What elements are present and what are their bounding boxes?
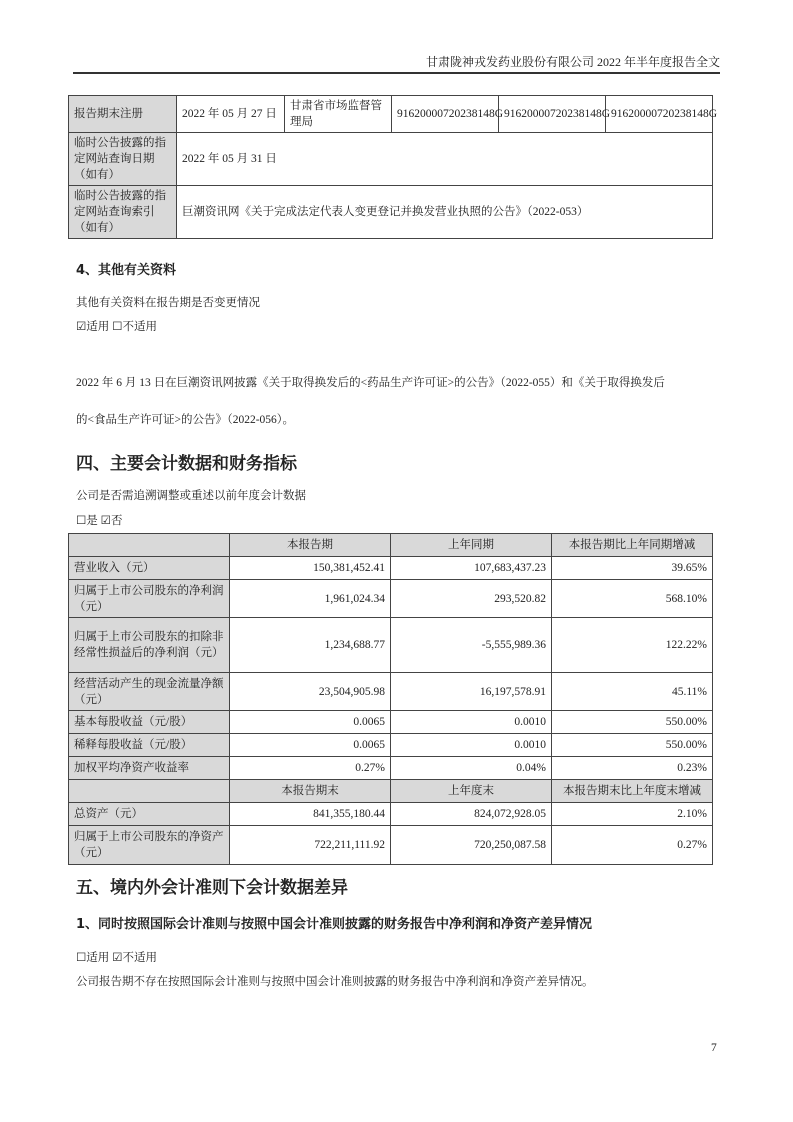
header-divider	[73, 72, 720, 74]
table-cell: 1,234,688.77	[230, 618, 391, 673]
question-text: 公司是否需追溯调整或重述以前年度会计数据	[76, 490, 306, 502]
table-cell: 临时公告披露的指定网站查询日期（如有）	[69, 133, 177, 186]
question-text: 其他有关资料在报告期是否变更情况	[76, 297, 260, 309]
table-cell: 722,211,111.92	[230, 826, 391, 865]
table-cell: 经营活动产生的现金流量净额（元）	[69, 673, 230, 711]
section-title: 五、境内外会计准则下会计数据差异	[76, 878, 348, 898]
applicability-checkboxes: ☑适用 ☐不适用	[76, 321, 157, 333]
table-cell: 122.22%	[552, 618, 713, 673]
table-header-row	[69, 780, 713, 803]
table-cell: 45.11%	[552, 673, 713, 711]
table-cell: 23,504,905.98	[230, 673, 391, 711]
table-cell: 107,683,437.23	[391, 557, 552, 580]
table-cell: 0.23%	[552, 757, 713, 780]
table-cell: 91620000720238148G	[392, 96, 499, 133]
table-cell: 2022 年 05 月 31 日	[177, 133, 713, 186]
paragraph: 公司报告期不存在按照国际会计准则与按照中国会计准则披露的财务报告中净利润和净资产差异情况。	[76, 976, 594, 988]
restatement-checkboxes: ☐是 ☑否	[76, 515, 123, 527]
table-cell: 2.10%	[552, 803, 713, 826]
paragraph: 的<食品生产许可证>的公告》（2022-056）。	[76, 414, 295, 426]
table-row	[69, 826, 713, 865]
table-cell: 本报告期	[230, 534, 391, 557]
table-cell: 临时公告披露的指定网站查询索引（如有）	[69, 186, 177, 239]
table-cell: 上年同期	[391, 534, 552, 557]
table-cell: 39.65%	[552, 557, 713, 580]
paragraph: 2022 年 6 月 13 日在巨潮资讯网披露《关于取得换发后的<药品生产许可证>的公告》（2022-055）和《关于取得换发后	[76, 377, 665, 389]
table-cell: 91620000720238148G	[499, 96, 606, 133]
table-cell: 0.04%	[391, 757, 552, 780]
table-cell: 16,197,578.91	[391, 673, 552, 711]
table-cell: 总资产（元）	[69, 803, 230, 826]
table-cell: 0.0010	[391, 711, 552, 734]
table-cell: 报告期末注册	[69, 96, 177, 133]
table-cell: 2022 年 05 月 27 日	[177, 96, 285, 133]
table-cell: 720,250,087.58	[391, 826, 552, 865]
table-cell: 上年度末	[391, 780, 552, 803]
table-cell: 0.0010	[391, 734, 552, 757]
table-row	[69, 757, 713, 780]
applicability-checkboxes: ☐适用 ☑不适用	[76, 952, 157, 964]
table-cell: 营业收入（元）	[69, 557, 230, 580]
table-cell: 0.27%	[230, 757, 391, 780]
table-row	[69, 557, 713, 580]
table-cell: 150,381,452.41	[230, 557, 391, 580]
table-row	[69, 96, 713, 133]
table-row	[69, 186, 713, 239]
table-row	[69, 803, 713, 826]
table-cell: 568.10%	[552, 580, 713, 618]
table-cell: 稀释每股收益（元/股）	[69, 734, 230, 757]
subsection-title: 1、同时按照国际会计准则与按照中国会计准则披露的财务报告中净利润和净资产差异情况	[76, 917, 593, 932]
section-title: 4、其他有关资料	[76, 263, 177, 278]
registration-table	[68, 95, 718, 239]
table-cell: 归属于上市公司股东的净利润（元）	[69, 580, 230, 618]
table-cell: 293,520.82	[391, 580, 552, 618]
table-row	[69, 618, 713, 673]
financial-data-table	[68, 533, 713, 865]
table-cell	[69, 780, 230, 803]
table-row	[69, 580, 713, 618]
table-row	[69, 133, 713, 186]
table-cell: 甘肃省市场监督管理局	[285, 96, 392, 133]
section-title: 四、主要会计数据和财务指标	[76, 454, 297, 474]
table-cell: 0.0065	[230, 711, 391, 734]
table-cell: 824,072,928.05	[391, 803, 552, 826]
table-cell: 本报告期比上年同期增减	[552, 534, 713, 557]
table-row	[69, 673, 713, 711]
table-cell: 91620000720238148G	[606, 96, 713, 133]
table-header-row	[69, 534, 713, 557]
running-header: 甘肃陇神戎发药业股份有限公司 2022 年半年度报告全文	[425, 55, 720, 69]
table-cell	[69, 534, 230, 557]
table-row	[69, 711, 713, 734]
table-cell: 0.0065	[230, 734, 391, 757]
table-cell: 加权平均净资产收益率	[69, 757, 230, 780]
table-cell: 归属于上市公司股东的扣除非经常性损益后的净利润（元）	[69, 618, 230, 673]
table-cell: 巨潮资讯网《关于完成法定代表人变更登记并换发营业执照的公告》（2022-053）	[177, 186, 713, 239]
table-row	[69, 734, 713, 757]
table-cell: 550.00%	[552, 734, 713, 757]
table-cell: 本报告期末比上年度末增减	[552, 780, 713, 803]
table-cell: 归属于上市公司股东的净资产（元）	[69, 826, 230, 865]
table-cell: 841,355,180.44	[230, 803, 391, 826]
table-cell: 0.27%	[552, 826, 713, 865]
page-number: 7	[711, 1042, 717, 1054]
table-cell: -5,555,989.36	[391, 618, 552, 673]
table-cell: 本报告期末	[230, 780, 391, 803]
table-cell: 基本每股收益（元/股）	[69, 711, 230, 734]
table-cell: 550.00%	[552, 711, 713, 734]
table-cell: 1,961,024.34	[230, 580, 391, 618]
